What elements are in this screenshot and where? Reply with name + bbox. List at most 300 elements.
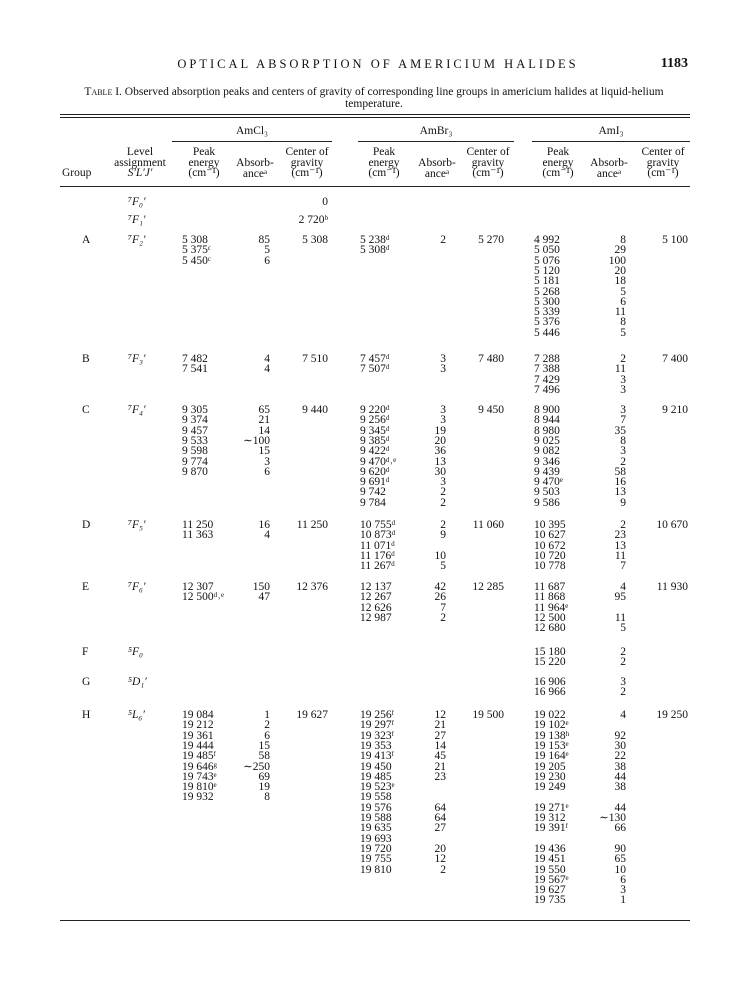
peak-energy: 9 025: [534, 434, 560, 447]
peak-energy: 5 375ᶜ: [182, 244, 211, 257]
absorbance: 19: [434, 424, 446, 437]
center-of-gravity: 7 480: [478, 353, 504, 365]
peak-energy: 5 268: [534, 285, 560, 298]
column-header-cog-7-line-0: Center of: [466, 146, 510, 158]
peak-energy: 19 451: [534, 853, 566, 866]
peak-energy: 19 693: [360, 832, 392, 845]
level-assignment: ⁷F₅′: [128, 519, 146, 531]
peak-energy: 19 735: [534, 894, 566, 907]
peak-energy: 5 181: [534, 275, 560, 288]
absorbance: 21: [434, 719, 446, 732]
absorbance: 20: [434, 434, 446, 447]
group-label: F: [82, 646, 89, 658]
peak-energy: 9 439: [534, 465, 560, 478]
absorbance: 36: [434, 445, 446, 458]
absorbance: 2: [620, 686, 626, 699]
peak-energy: 5 450ᶜ: [182, 254, 211, 267]
absorbance: 6: [264, 465, 270, 478]
peak-energy: 19 413ᶠ: [360, 750, 395, 763]
absorbance: 65: [614, 853, 626, 866]
peak-energy: 19 353: [360, 739, 392, 752]
absorbance: 8: [264, 791, 270, 804]
column-header-abs-9-line-1: anceᵃ: [596, 167, 622, 180]
absorbance: 3: [440, 404, 446, 416]
center-of-gravity: 2 720ᵇ: [298, 214, 328, 226]
peak-energy: 12 626: [360, 601, 392, 614]
peak-energy: 10 672: [534, 539, 566, 552]
absorbance: 42: [434, 581, 446, 593]
peak-energy: 19 550: [534, 863, 566, 876]
peak-energy: 11 363: [182, 529, 214, 542]
peak-energy: 10 720: [534, 549, 566, 562]
absorbance: 3: [620, 373, 626, 386]
peak-energy: 19 102ᵉ: [534, 719, 569, 732]
column-header-level-1-line-0: Level: [126, 146, 154, 158]
bottom-rule: [60, 920, 690, 921]
absorbance: 20: [614, 264, 626, 277]
absorbance: 2: [440, 496, 446, 509]
column-header-peak-2-line-0: Peak: [192, 146, 216, 158]
peak-energy: 15 180: [534, 646, 566, 658]
peak-energy: 7 541: [182, 363, 208, 376]
group-label: H: [82, 709, 91, 721]
center-of-gravity: 9 440: [302, 404, 328, 416]
peak-energy: 10 873ᵈ: [360, 529, 396, 542]
peak-energy: 9 533: [182, 434, 208, 447]
page-number: 1183: [660, 56, 688, 71]
peak-energy: 8 944: [534, 414, 560, 427]
column-header-peak-2-line-2: (cm⁻¹): [188, 167, 220, 179]
absorbance: 2: [440, 863, 446, 876]
peak-energy: 5 446: [534, 326, 560, 339]
absorbance: 64: [434, 801, 446, 814]
peak-energy: 9 870: [182, 465, 208, 478]
peak-energy: 7 496: [534, 383, 560, 396]
peak-energy: 10 755ᵈ: [360, 519, 396, 531]
caption-text: Observed absorption peaks and centers of gravity of corresponding line groups in americium halides at liquid-helium temperature.: [124, 86, 664, 110]
absorbance: 21: [434, 760, 446, 773]
level-assignment: ⁷F₀′: [128, 196, 146, 208]
peak-energy: 5 308: [182, 234, 208, 246]
compound-header-ambr3: AmBr₃: [419, 125, 453, 137]
peak-energy: 19 391ᶠ: [534, 822, 569, 835]
compound-header-amcl3: AmCl₃: [235, 125, 269, 137]
absorbance: 95: [614, 591, 626, 604]
absorbance: 3: [440, 476, 446, 489]
peak-energy: 5 076: [534, 254, 560, 267]
column-header-peak-8-line-0: Peak: [546, 146, 570, 158]
absorbance: 90: [614, 842, 626, 855]
column-header-abs-9-line-0: Absorb-: [590, 157, 628, 169]
peak-energy: 5 308ᵈ: [360, 244, 390, 257]
absorbance: 47: [258, 591, 270, 604]
peak-energy: 19 932: [182, 791, 214, 804]
peak-energy: 9 470ᵉ: [534, 476, 563, 489]
absorbance: 4: [620, 709, 626, 721]
absorbance: 27: [434, 729, 446, 742]
peak-energy: 19 810: [360, 863, 392, 876]
center-of-gravity: 5 100: [662, 234, 688, 246]
top-rule: [60, 114, 690, 115]
peak-energy: 7 288: [534, 353, 560, 365]
peak-energy: 9 457: [182, 424, 208, 437]
peak-energy: 5 050: [534, 244, 560, 257]
peak-energy: 12 680: [534, 622, 566, 635]
peak-energy: 19 436: [534, 842, 566, 855]
peak-energy: 19 361: [182, 729, 214, 742]
absorbance: 11: [614, 306, 626, 319]
absorbance: 11: [614, 611, 626, 624]
absorbance: ∼130: [599, 812, 626, 824]
peak-energy: 19 627: [534, 884, 566, 897]
absorbance: 13: [614, 486, 626, 499]
peak-energy: 19 256ᶠ: [360, 709, 395, 721]
absorbance: 26: [434, 591, 446, 604]
peak-energy: 9 470ᵈ˒ᵉ: [360, 455, 397, 468]
column-header-peak-5-line-0: Peak: [372, 146, 396, 158]
absorbance: ∼100: [243, 434, 270, 447]
absorbance: 150: [252, 581, 270, 593]
peak-energy: 7 457ᵈ: [360, 353, 390, 365]
peak-energy: 9 220ᵈ: [360, 404, 390, 416]
peak-energy: 7 482: [182, 353, 208, 365]
absorbance: 2: [620, 353, 626, 365]
absorbance: 23: [614, 529, 626, 542]
peak-energy: 19 485ᶠ: [182, 750, 217, 763]
absorbance: 5: [620, 326, 626, 339]
absorbance: 2: [440, 234, 446, 246]
absorbance: 30: [614, 739, 626, 752]
column-header-abs-6-line-0: Absorb-: [418, 157, 456, 169]
absorbance: 18: [614, 275, 626, 288]
peak-energy: 9 620ᵈ: [360, 465, 390, 478]
peak-energy: 9 586: [534, 496, 560, 509]
absorbance: 1: [264, 709, 270, 721]
absorbance: 16: [258, 519, 270, 531]
center-of-gravity: 11 250: [296, 519, 328, 531]
peak-energy: 10 395: [534, 519, 566, 531]
absorbance: 27: [434, 822, 446, 835]
peak-energy: 9 305: [182, 404, 208, 416]
peak-energy: 9 598: [182, 445, 208, 458]
column-header-peak-5-line-1: energy: [368, 156, 400, 169]
peak-energy: 7 388: [534, 363, 560, 376]
absorbance: 3: [620, 884, 626, 897]
absorbance: 44: [614, 801, 626, 814]
running-head: [0, 57, 748, 77]
compound-header-ami3: AmI₃: [598, 125, 624, 137]
level-assignment: ⁷F₂′: [128, 234, 146, 246]
column-header-abs-3-line-0: Absorb-: [236, 157, 274, 169]
level-assignment: ⁵D₁′: [128, 676, 147, 688]
level-assignment: ⁷F₆′: [128, 581, 146, 593]
peak-energy: 16 966: [534, 686, 566, 699]
group-label: D: [82, 519, 91, 531]
absorbance: 2: [264, 719, 270, 732]
center-of-gravity: 12 285: [472, 581, 504, 593]
peak-energy: 12 267: [360, 591, 392, 604]
peak-energy: 19 444: [182, 739, 214, 752]
peak-energy: 19 450: [360, 760, 392, 773]
peak-energy: 8 900: [534, 404, 560, 416]
level-assignment: ⁵F₀: [128, 646, 144, 658]
absorbance: 2: [620, 519, 626, 531]
absorbance: 3: [620, 383, 626, 396]
column-header-cog-10-line-2: (cm⁻¹): [647, 167, 679, 179]
peak-energy: 16 906: [534, 676, 566, 688]
peak-energy: 12 137: [360, 581, 392, 593]
center-of-gravity: 5 308: [302, 234, 328, 246]
absorbance: 3: [264, 455, 270, 468]
absorbance: 29: [614, 244, 626, 257]
absorbance: 4: [264, 529, 270, 542]
column-header-group-0-line-0: Group: [62, 167, 92, 179]
center-of-gravity: 5 270: [478, 234, 504, 246]
group-label: G: [82, 676, 91, 688]
absorbance: 44: [614, 770, 626, 783]
absorbance: 66: [614, 822, 626, 835]
center-of-gravity: 0: [322, 196, 328, 208]
absorbance: 16: [614, 476, 626, 489]
absorbance: 92: [614, 729, 626, 742]
absorbance: 22: [614, 750, 626, 763]
absorbance: ∼250: [243, 760, 270, 773]
peak-energy: 7 507ᵈ: [360, 363, 390, 376]
header-rule: [60, 186, 690, 187]
absorbance: 58: [258, 750, 270, 763]
compound-rule-ambr3: [358, 141, 514, 142]
absorbance: 4: [264, 363, 270, 376]
absorbance: 5: [264, 244, 270, 257]
peak-energy: 19 743ᵉ: [182, 770, 217, 783]
peak-energy: 9 742: [360, 486, 386, 499]
peak-energy: 19 558: [360, 791, 392, 804]
absorbance: 3: [620, 676, 626, 688]
absorbance: 6: [264, 729, 270, 742]
absorbance: 2: [440, 519, 446, 531]
column-header-peak-8-line-1: energy: [542, 156, 574, 169]
absorbance: 9: [620, 496, 626, 509]
peak-energy: 12 500ᵈ˒ᵉ: [182, 591, 224, 604]
absorbance: 4: [620, 581, 626, 593]
column-header-cog-7-line-2: (cm⁻¹): [472, 167, 504, 179]
peak-energy: 19 022: [534, 709, 566, 721]
absorbance: 69: [258, 770, 270, 783]
peak-energy: 5 120: [534, 264, 560, 277]
peak-energy: 9 082: [534, 445, 560, 458]
peak-energy: 9 691ᵈ: [360, 476, 390, 489]
center-of-gravity: 19 627: [296, 709, 328, 721]
absorbance: 2: [620, 455, 626, 468]
absorbance: 10: [614, 863, 626, 876]
peak-energy: 10 778: [534, 560, 566, 573]
absorbance: 15: [258, 739, 270, 752]
peak-energy: 12 987: [360, 611, 392, 624]
column-header-abs-6-line-1: anceᵃ: [424, 167, 450, 180]
group-label: C: [82, 404, 90, 416]
absorbance: 10: [434, 549, 446, 562]
absorbance: 11: [614, 363, 626, 376]
absorbance: 9: [440, 529, 446, 542]
absorbance: 13: [614, 539, 626, 552]
peak-energy: 19 323ᶠ: [360, 729, 395, 742]
peak-energy: 19 810ᵉ: [182, 781, 217, 794]
peak-energy: 19 271ᵉ: [534, 801, 569, 814]
absorbance: 2: [620, 646, 626, 658]
peak-energy: 19 485: [360, 770, 392, 783]
absorbance: 8: [620, 434, 626, 447]
absorbance: 5: [620, 622, 626, 635]
absorbance: 38: [614, 781, 626, 794]
absorbance: 64: [434, 812, 446, 824]
center-of-gravity: 19 250: [656, 709, 688, 721]
caption-label: Table I.: [84, 86, 122, 98]
peak-energy: 8 980: [534, 424, 560, 437]
absorbance: 5: [440, 560, 446, 573]
group-label: B: [82, 353, 90, 365]
peak-energy: 9 345ᵈ: [360, 424, 390, 437]
absorbance: 5: [620, 285, 626, 298]
center-of-gravity: 11 060: [472, 519, 504, 531]
absorbance: 38: [614, 760, 626, 773]
peak-energy: 19 297ᶠ: [360, 719, 395, 732]
peak-energy: 19 588: [360, 812, 392, 824]
peak-energy: 19 230: [534, 770, 566, 783]
top-rule-second: [60, 117, 690, 118]
peak-energy: 9 374: [182, 414, 208, 427]
absorbance: 11: [614, 549, 626, 562]
peak-energy: 9 385ᵈ: [360, 434, 390, 447]
column-header-cog-4-line-0: Center of: [285, 146, 329, 158]
absorbance: 6: [620, 873, 626, 886]
center-of-gravity: 9 210: [662, 404, 688, 416]
peak-energy: 9 422ᵈ: [360, 445, 390, 458]
column-header-peak-8-line-2: (cm⁻¹): [542, 167, 574, 179]
column-header-abs-3-line-1: anceᵃ: [242, 167, 268, 180]
running-title: OPTICAL ABSORPTION OF AMERICIUM HALIDES: [177, 57, 579, 71]
absorbance: 2: [440, 611, 446, 624]
peak-energy: 11 250: [182, 519, 214, 531]
absorbance: 20: [434, 842, 446, 855]
peak-energy: 19 249: [534, 781, 566, 794]
peak-energy: 11 868: [534, 591, 566, 604]
group-label: E: [82, 581, 90, 593]
table-caption: [60, 86, 688, 110]
absorbance: 6: [620, 295, 626, 308]
column-header-cog-10-line-1: gravity: [646, 156, 680, 169]
peak-energy: 11 176ᵈ: [360, 549, 395, 562]
column-header-level-1-line-1: assignment: [114, 156, 166, 169]
peak-energy: 19 205: [534, 760, 566, 773]
absorbance: 8: [620, 316, 626, 329]
absorbance: 3: [440, 363, 446, 376]
absorbance: 2: [440, 486, 446, 499]
absorbance: 6: [264, 254, 270, 267]
absorbance: 65: [258, 404, 270, 416]
compound-rule-amcl3: [172, 141, 332, 142]
peak-energy: 15 220: [534, 656, 566, 669]
absorbance: 21: [258, 414, 270, 427]
absorbance: 3: [440, 414, 446, 427]
peak-energy: 12 307: [182, 581, 214, 593]
peak-energy: 4 992: [534, 234, 560, 246]
absorbance: 7: [440, 601, 446, 614]
peak-energy: 19 567ᵉ: [534, 873, 569, 886]
group-label: A: [82, 234, 91, 246]
absorbance: 3: [620, 445, 626, 458]
absorbance: 4: [264, 353, 270, 365]
center-of-gravity: 9 450: [478, 404, 504, 416]
peak-energy: 9 503: [534, 486, 560, 499]
absorbance: 12: [434, 853, 446, 866]
absorbance: 3: [620, 404, 626, 416]
absorbance: 85: [258, 234, 270, 246]
peak-energy: 19 212: [182, 719, 214, 732]
column-header-cog-4-line-2: (cm⁻¹): [291, 167, 323, 179]
absorbance: 3: [440, 353, 446, 365]
absorbance: 14: [258, 424, 270, 437]
level-assignment: ⁷F₄′: [128, 404, 146, 416]
absorbance: 15: [258, 445, 270, 458]
absorbance: 1: [620, 894, 626, 907]
column-header-peak-5-line-2: (cm⁻¹): [368, 167, 400, 179]
column-header-level-1-line-2: S′L′J′: [127, 167, 153, 179]
peak-energy: 19 576: [360, 801, 392, 814]
peak-energy: 5 376: [534, 316, 560, 329]
level-assignment: ⁷F₁′: [128, 214, 146, 226]
absorbance: 100: [608, 254, 626, 267]
absorbance: 12: [434, 709, 446, 721]
peak-energy: 11 687: [534, 581, 566, 593]
peak-energy: 19 646ᵍ: [182, 760, 218, 773]
absorbance: 7: [620, 414, 626, 427]
column-header-cog-4-line-1: gravity: [290, 156, 324, 169]
center-of-gravity: 7 400: [662, 353, 688, 365]
center-of-gravity: 10 670: [656, 519, 688, 531]
peak-energy: 7 429: [534, 373, 560, 386]
absorbance: 30: [434, 465, 446, 478]
peak-energy: 19 523ᵉ: [360, 781, 395, 794]
peak-energy: 12 500: [534, 611, 566, 624]
peak-energy: 9 346: [534, 455, 560, 468]
column-header-cog-7-line-1: gravity: [471, 156, 505, 169]
peak-energy: 11 267ᵈ: [360, 560, 395, 573]
peak-energy: 5 238ᵈ: [360, 234, 390, 246]
peak-energy: 5 300: [534, 295, 560, 308]
peak-energy: 5 339: [534, 306, 560, 319]
peak-energy: 19 084: [182, 709, 214, 721]
absorbance: 8: [620, 234, 626, 246]
center-of-gravity: 11 930: [656, 581, 688, 593]
level-assignment: ⁵L₆′: [128, 709, 145, 721]
center-of-gravity: 7 510: [302, 353, 328, 365]
absorbance: 58: [614, 465, 626, 478]
absorbance: 14: [434, 739, 446, 752]
column-header-cog-10-line-0: Center of: [641, 146, 685, 158]
compound-rule-ami3: [532, 141, 690, 142]
peak-energy: 11 964ᵉ: [534, 601, 569, 614]
peak-energy: 19 635: [360, 822, 392, 835]
level-assignment: ⁷F₃′: [128, 353, 146, 365]
center-of-gravity: 19 500: [472, 709, 504, 721]
absorbance: 23: [434, 770, 446, 783]
peak-energy: 19 138ʰ: [534, 729, 570, 742]
absorbance: 2: [620, 656, 626, 669]
column-header-peak-2-line-1: energy: [188, 156, 220, 169]
peak-energy: 19 312: [534, 812, 566, 824]
absorbance: 45: [434, 750, 446, 763]
peak-energy: 11 071ᵈ: [360, 539, 395, 552]
